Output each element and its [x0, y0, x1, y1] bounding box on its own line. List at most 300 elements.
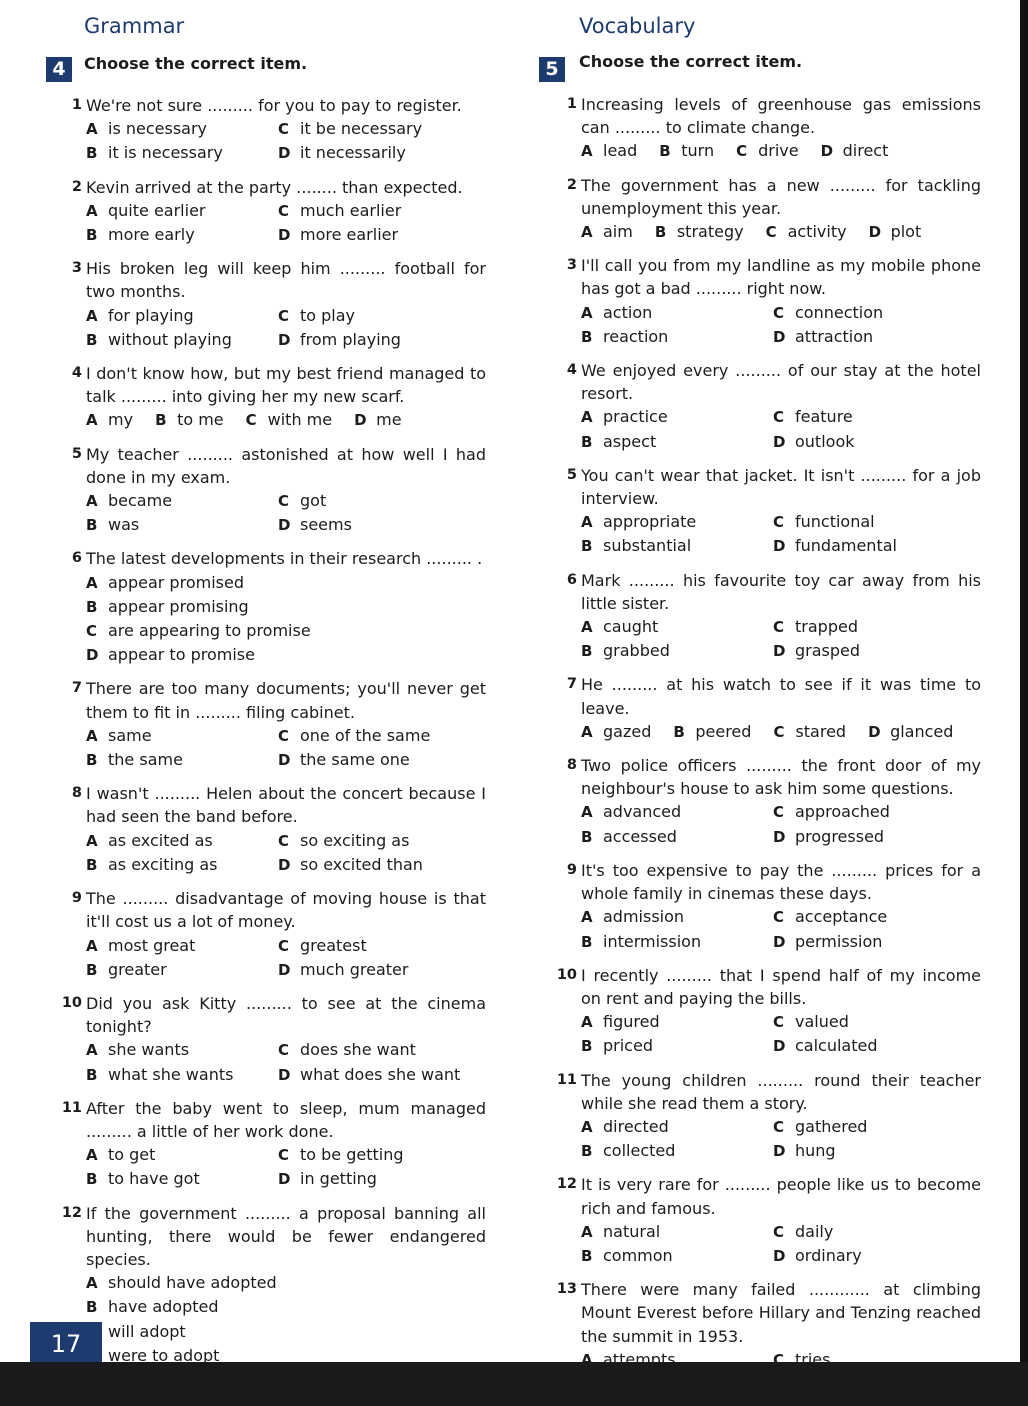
answer-option[interactable] [581, 1010, 773, 1034]
option-text: substantial [603, 536, 692, 556]
question-text: Did you ask Kitty ......... to see at the cinema tonight? [86, 993, 486, 1037]
vocabulary-instruction: Choose the correct item. [579, 52, 803, 71]
option-text: seems [300, 515, 352, 535]
option-text: turn [681, 141, 715, 161]
question-text: Two police officers ......... the front door of my neighbour's house to ask him some questions. [581, 756, 981, 799]
answer-option[interactable] [86, 1167, 278, 1191]
page-number: 17 [30, 1322, 102, 1362]
option-letter: C [773, 408, 785, 427]
option-letter: B [659, 142, 671, 161]
answer-options [581, 905, 981, 953]
question-text: The government has a new ......... for tackling unemployment this year. [581, 175, 981, 218]
answer-option[interactable] [581, 405, 773, 429]
question-number: 1 [71, 97, 82, 113]
answer-option[interactable] [86, 571, 486, 595]
answer-options [581, 220, 981, 244]
answer-option[interactable] [86, 489, 278, 513]
option-text: hung [795, 1141, 836, 1161]
answer-option[interactable] [86, 958, 278, 982]
option-text: more early [108, 225, 195, 245]
option-letter: B [581, 432, 593, 451]
answer-option[interactable] [581, 905, 773, 929]
question-text: It is very rare for ......... people like us to become rich and famous. [581, 1175, 981, 1218]
answer-option[interactable] [773, 930, 973, 954]
option-text: grabbed [603, 641, 670, 661]
answer-option[interactable] [86, 595, 486, 619]
question-item [58, 677, 486, 772]
answer-option[interactable] [773, 639, 973, 663]
option-text: became [108, 491, 173, 511]
answer-option[interactable] [278, 958, 478, 982]
answer-option[interactable] [581, 1139, 773, 1163]
option-letter: A [86, 726, 98, 745]
option-letter: C [278, 1146, 290, 1165]
vocabulary-questions [553, 93, 981, 1406]
answer-option[interactable] [773, 905, 973, 929]
question-text: Mark ......... his favourite toy car away from his little sister. [581, 570, 981, 613]
option-text: to play [300, 305, 356, 325]
question-number: 6 [71, 550, 82, 567]
question-item [553, 673, 981, 744]
option-letter: A [86, 936, 98, 955]
question-text: His broken leg will keep him ......... football for two months. [86, 259, 486, 302]
question-item [553, 254, 981, 349]
answer-option[interactable] [581, 930, 773, 954]
option-letter: C [278, 201, 290, 220]
option-letter: D [86, 646, 99, 665]
question-item [58, 257, 486, 352]
answer-option[interactable] [655, 220, 744, 244]
option-text: gazed [603, 721, 652, 741]
option-text: accessed [603, 826, 677, 846]
option-text: was [108, 515, 140, 535]
answer-option[interactable] [354, 408, 401, 432]
option-text: grasped [795, 641, 861, 661]
option-letter: C [773, 303, 785, 322]
question-text: Kevin arrived at the party ........ than expected. [86, 177, 463, 197]
option-text: same [108, 725, 152, 745]
option-letter: B [581, 1142, 593, 1161]
answer-option[interactable] [86, 643, 486, 667]
option-letter: A [86, 411, 98, 430]
option-letter: B [86, 751, 98, 770]
answer-option[interactable] [773, 1010, 973, 1034]
answer-option[interactable] [86, 1038, 278, 1062]
question-item [553, 859, 981, 954]
option-letter: C [773, 803, 785, 822]
option-letter: A [86, 306, 98, 325]
answer-option[interactable] [581, 301, 773, 325]
answer-option[interactable] [278, 117, 478, 141]
option-letter: A [86, 120, 98, 139]
answer-option[interactable] [86, 141, 278, 165]
option-letter: C [773, 1222, 785, 1241]
option-text: to be getting [300, 1145, 404, 1165]
option-letter: A [581, 513, 593, 532]
option-letter: D [278, 516, 291, 535]
option-letter: A [581, 722, 593, 741]
answer-options [86, 724, 486, 772]
question-text: You can't wear that jacket. It isn't ......... for a job interview. [581, 465, 981, 509]
option-letter: A [581, 618, 593, 637]
question-text: There were many failed ............ at climbing Mount Everest before Hillary and Tenzing reached the summit in 1953. [581, 1280, 981, 1346]
option-text: are appearing to promise [108, 621, 311, 641]
option-text: ordinary [795, 1245, 862, 1265]
option-text: appear promising [108, 596, 249, 616]
answer-option[interactable] [773, 1139, 973, 1163]
option-text: figured [603, 1012, 660, 1032]
answer-option[interactable] [869, 220, 922, 244]
option-letter: D [278, 1065, 291, 1084]
question-text: We enjoyed every ......... of our stay at the hotel resort. [581, 361, 981, 404]
answer-option[interactable] [278, 199, 478, 223]
exercise-5-badge: 5 [539, 57, 565, 82]
option-letter: B [581, 932, 593, 951]
question-number: 12 [61, 1204, 82, 1221]
answer-options [86, 829, 486, 877]
question-text: He ......... at his watch to see if it was time to leave. [581, 675, 981, 718]
option-letter: B [654, 223, 667, 242]
option-letter: B [581, 327, 593, 346]
option-text: most great [108, 935, 196, 955]
answer-option[interactable] [773, 405, 973, 429]
answer-option[interactable] [278, 748, 478, 772]
question-text: We're not sure ......... for you to pay to register. [86, 96, 462, 115]
option-letter: C [278, 120, 290, 139]
question-text: I don't know how, but my best friend managed to talk ......... into giving her my new scarf. [86, 364, 486, 407]
answer-option[interactable] [773, 800, 973, 824]
question-number: 12 [556, 1176, 577, 1193]
answer-options [86, 1038, 486, 1086]
answer-option[interactable] [773, 1244, 973, 1268]
grammar-instruction: Choose the correct item. [84, 54, 308, 73]
option-letter: A [86, 831, 98, 850]
option-text: attempts [603, 1349, 676, 1369]
option-letter: C [278, 936, 290, 955]
option-letter: D [773, 432, 786, 451]
option-letter: A [581, 1013, 593, 1032]
option-text: got [300, 491, 327, 511]
answer-option[interactable] [773, 510, 973, 534]
answer-option[interactable] [581, 639, 773, 663]
question-text: I recently ......... that I spend half of my income on rent and paying the bills. [581, 965, 981, 1008]
option-text: it be necessary [300, 119, 423, 139]
answer-option[interactable] [86, 304, 278, 328]
answer-options [581, 405, 981, 453]
answer-option[interactable] [868, 720, 953, 744]
question-text: The ......... disadvantage of moving house is that it'll cost us a lot of money. [86, 889, 486, 932]
answer-option[interactable] [278, 513, 478, 537]
answer-option[interactable] [278, 1063, 478, 1087]
option-text: stared [795, 721, 847, 741]
question-text: The young children ......... round their teacher while she read them a story. [581, 1070, 981, 1113]
question-item [553, 1278, 981, 1396]
option-text: appropriate [603, 512, 697, 532]
option-letter: B [86, 1170, 98, 1189]
page-edge [1020, 0, 1028, 1362]
option-letter: C [278, 831, 290, 850]
option-text: aim [603, 222, 633, 242]
option-letter: C [245, 411, 257, 430]
option-letter: A [581, 223, 593, 242]
option-text: the same one [300, 750, 410, 770]
option-text: strategy [676, 222, 744, 242]
question-number: 7 [566, 676, 577, 693]
answer-option[interactable] [86, 853, 278, 877]
vocabulary-heading: Vocabulary [579, 14, 696, 38]
answer-option[interactable] [278, 1143, 478, 1167]
answer-options [86, 489, 486, 537]
answer-option[interactable] [581, 1348, 773, 1372]
answer-option[interactable] [246, 408, 332, 432]
option-letter: B [86, 330, 98, 349]
question-number: 3 [71, 260, 82, 277]
option-letter: A [86, 201, 98, 220]
answer-options [581, 1115, 981, 1163]
question-item [58, 547, 486, 667]
option-letter: B [581, 537, 593, 556]
option-text: reaction [603, 326, 669, 346]
answer-options [581, 1220, 981, 1268]
option-letter: D [278, 855, 291, 874]
option-text: practice [603, 407, 668, 427]
option-text: much earlier [300, 200, 402, 220]
grammar-questions [58, 94, 486, 1378]
option-text: plot [890, 222, 922, 242]
answer-option[interactable] [581, 800, 773, 824]
option-letter: A [581, 908, 593, 927]
option-text: valued [795, 1012, 849, 1032]
answer-option[interactable] [581, 534, 773, 558]
option-text: it is necessary [108, 143, 223, 163]
option-letter: A [581, 142, 593, 161]
option-text: approaches [795, 1373, 889, 1393]
answer-option[interactable] [86, 1295, 486, 1319]
answer-option[interactable] [278, 489, 478, 513]
answer-option[interactable] [278, 724, 478, 748]
answer-option[interactable] [581, 430, 773, 454]
answer-option[interactable] [581, 220, 633, 244]
answer-option[interactable] [581, 325, 773, 349]
answer-option[interactable] [581, 1220, 773, 1244]
question-text: If the government ......... a proposal banning all hunting, there would be fewer endangered species. [86, 1203, 486, 1269]
option-text: drive [758, 141, 799, 161]
answer-option[interactable] [86, 199, 278, 223]
answer-option[interactable] [86, 829, 278, 853]
question-item [58, 887, 486, 982]
option-text: approached [795, 802, 890, 822]
answer-option[interactable] [86, 117, 278, 141]
answer-option[interactable] [86, 408, 133, 432]
answer-option[interactable] [773, 1115, 973, 1139]
option-text: so exciting as [300, 830, 410, 850]
answer-options [86, 408, 486, 432]
option-letter: B [86, 144, 98, 163]
answer-option[interactable] [278, 141, 478, 165]
option-letter: D [354, 411, 367, 430]
question-number: 5 [566, 466, 577, 483]
question-item [553, 464, 981, 559]
answer-option[interactable] [278, 934, 478, 958]
answer-option[interactable] [86, 1143, 278, 1167]
option-text: what does she want [300, 1064, 461, 1084]
answer-option[interactable] [86, 513, 278, 537]
option-text: is necessary [108, 119, 208, 139]
question-number: 9 [566, 861, 577, 878]
option-letter: B [86, 855, 98, 874]
option-letter: D [773, 537, 786, 556]
option-letter: C [773, 1350, 785, 1369]
option-text: activity [787, 222, 847, 242]
option-text: more earlier [300, 225, 399, 245]
option-letter: B [581, 1037, 593, 1056]
option-letter: D [278, 226, 291, 245]
answer-options [581, 720, 981, 744]
option-text: without playing [108, 329, 232, 349]
option-text: natural [603, 1221, 661, 1241]
option-text: directed [603, 1116, 669, 1136]
question-text: I'll call you from my landline as my mobile phone has got a bad ......... right now. [581, 256, 981, 299]
answer-options [86, 934, 486, 982]
question-number: 5 [71, 445, 82, 462]
option-text: will adopt [108, 1321, 186, 1341]
option-letter: C [773, 513, 785, 532]
option-text: to have got [108, 1169, 200, 1189]
question-number: 4 [566, 362, 577, 379]
answer-option[interactable] [773, 430, 973, 454]
answer-option[interactable] [581, 139, 637, 163]
option-text: collected [603, 1141, 676, 1161]
answer-option[interactable] [86, 724, 278, 748]
question-number: 7 [71, 680, 82, 697]
answer-option[interactable] [766, 220, 847, 244]
answer-option[interactable] [86, 748, 278, 772]
grammar-heading: Grammar [84, 14, 185, 38]
option-text: functional [795, 512, 875, 532]
answer-option[interactable] [659, 139, 714, 163]
answer-option[interactable] [278, 1167, 478, 1191]
option-letter: C [773, 908, 785, 927]
answer-option[interactable] [773, 1220, 973, 1244]
option-text: so excited than [300, 854, 423, 874]
answer-option[interactable] [773, 1372, 973, 1396]
option-letter: D [278, 751, 291, 770]
option-text: caught [603, 617, 659, 637]
option-text: quite earlier [108, 200, 206, 220]
question-item [58, 94, 486, 166]
option-text: for playing [108, 305, 194, 325]
option-text: efforts [603, 1373, 655, 1393]
option-text: calculated [795, 1036, 878, 1056]
option-letter: D [773, 327, 786, 346]
option-text: one of the same [300, 725, 431, 745]
answer-option[interactable] [278, 829, 478, 853]
question-item [58, 782, 486, 877]
answer-option[interactable] [155, 408, 224, 432]
option-text: peered [695, 721, 752, 741]
option-letter: A [581, 1350, 593, 1369]
answer-option[interactable] [278, 223, 478, 247]
answer-option[interactable] [581, 720, 651, 744]
option-letter: C [278, 492, 290, 511]
answer-option[interactable] [581, 1034, 773, 1058]
option-letter: B [581, 1246, 593, 1265]
option-text: me [376, 410, 402, 430]
answer-option[interactable] [86, 1320, 486, 1344]
answer-options [86, 304, 486, 352]
question-item [553, 964, 981, 1059]
question-item [553, 174, 981, 245]
answer-options [581, 510, 981, 558]
option-letter: B [86, 1298, 98, 1317]
question-text: The latest developments in their research ......... . [86, 549, 483, 569]
option-text: intermission [603, 931, 702, 951]
option-text: lead [603, 141, 638, 161]
answer-option[interactable] [773, 720, 846, 744]
option-text: in getting [300, 1169, 377, 1189]
answer-option[interactable] [773, 825, 973, 849]
answer-option[interactable] [821, 139, 889, 163]
answer-option[interactable] [86, 934, 278, 958]
answer-option[interactable] [773, 534, 973, 558]
answer-option[interactable] [86, 223, 278, 247]
option-text: as exciting as [108, 854, 218, 874]
option-text: permission [795, 931, 883, 951]
answer-option[interactable] [581, 615, 773, 639]
answer-option[interactable] [581, 1372, 773, 1396]
option-letter: C [765, 223, 777, 242]
answer-option[interactable] [86, 1271, 486, 1295]
answer-option[interactable] [773, 615, 973, 639]
answer-option[interactable] [278, 1038, 478, 1062]
answer-options [86, 199, 486, 247]
answer-option[interactable] [773, 301, 973, 325]
option-letter: C [773, 722, 785, 741]
option-text: tries [795, 1349, 831, 1369]
option-letter: C [773, 1013, 785, 1032]
option-letter: D [773, 1037, 786, 1056]
answer-option[interactable] [278, 328, 478, 352]
option-text: from playing [300, 329, 401, 349]
answer-option[interactable] [581, 825, 773, 849]
answer-option[interactable] [581, 510, 773, 534]
answer-option[interactable] [86, 1344, 486, 1368]
option-text: with me [267, 410, 333, 430]
answer-option[interactable] [86, 619, 486, 643]
answer-option[interactable] [278, 853, 478, 877]
option-letter: D [278, 144, 291, 163]
answer-option[interactable] [581, 1115, 773, 1139]
answer-option[interactable] [773, 1348, 973, 1372]
answer-option[interactable] [773, 325, 973, 349]
option-letter: A [86, 573, 98, 592]
answer-option[interactable] [773, 1034, 973, 1058]
option-letter: C [736, 142, 748, 161]
answer-option[interactable] [278, 304, 478, 328]
answer-options [86, 117, 486, 165]
option-letter: D [773, 1374, 786, 1393]
answer-option[interactable] [86, 328, 278, 352]
question-item [58, 1202, 486, 1368]
answer-option[interactable] [86, 1063, 278, 1087]
answer-option[interactable] [736, 139, 799, 163]
answer-option[interactable] [673, 720, 751, 744]
exercise-4-badge: 4 [46, 57, 72, 82]
option-text: what she wants [108, 1064, 234, 1084]
option-letter: B [581, 827, 593, 846]
answer-option[interactable] [581, 1244, 773, 1268]
option-letter: B [673, 722, 685, 741]
